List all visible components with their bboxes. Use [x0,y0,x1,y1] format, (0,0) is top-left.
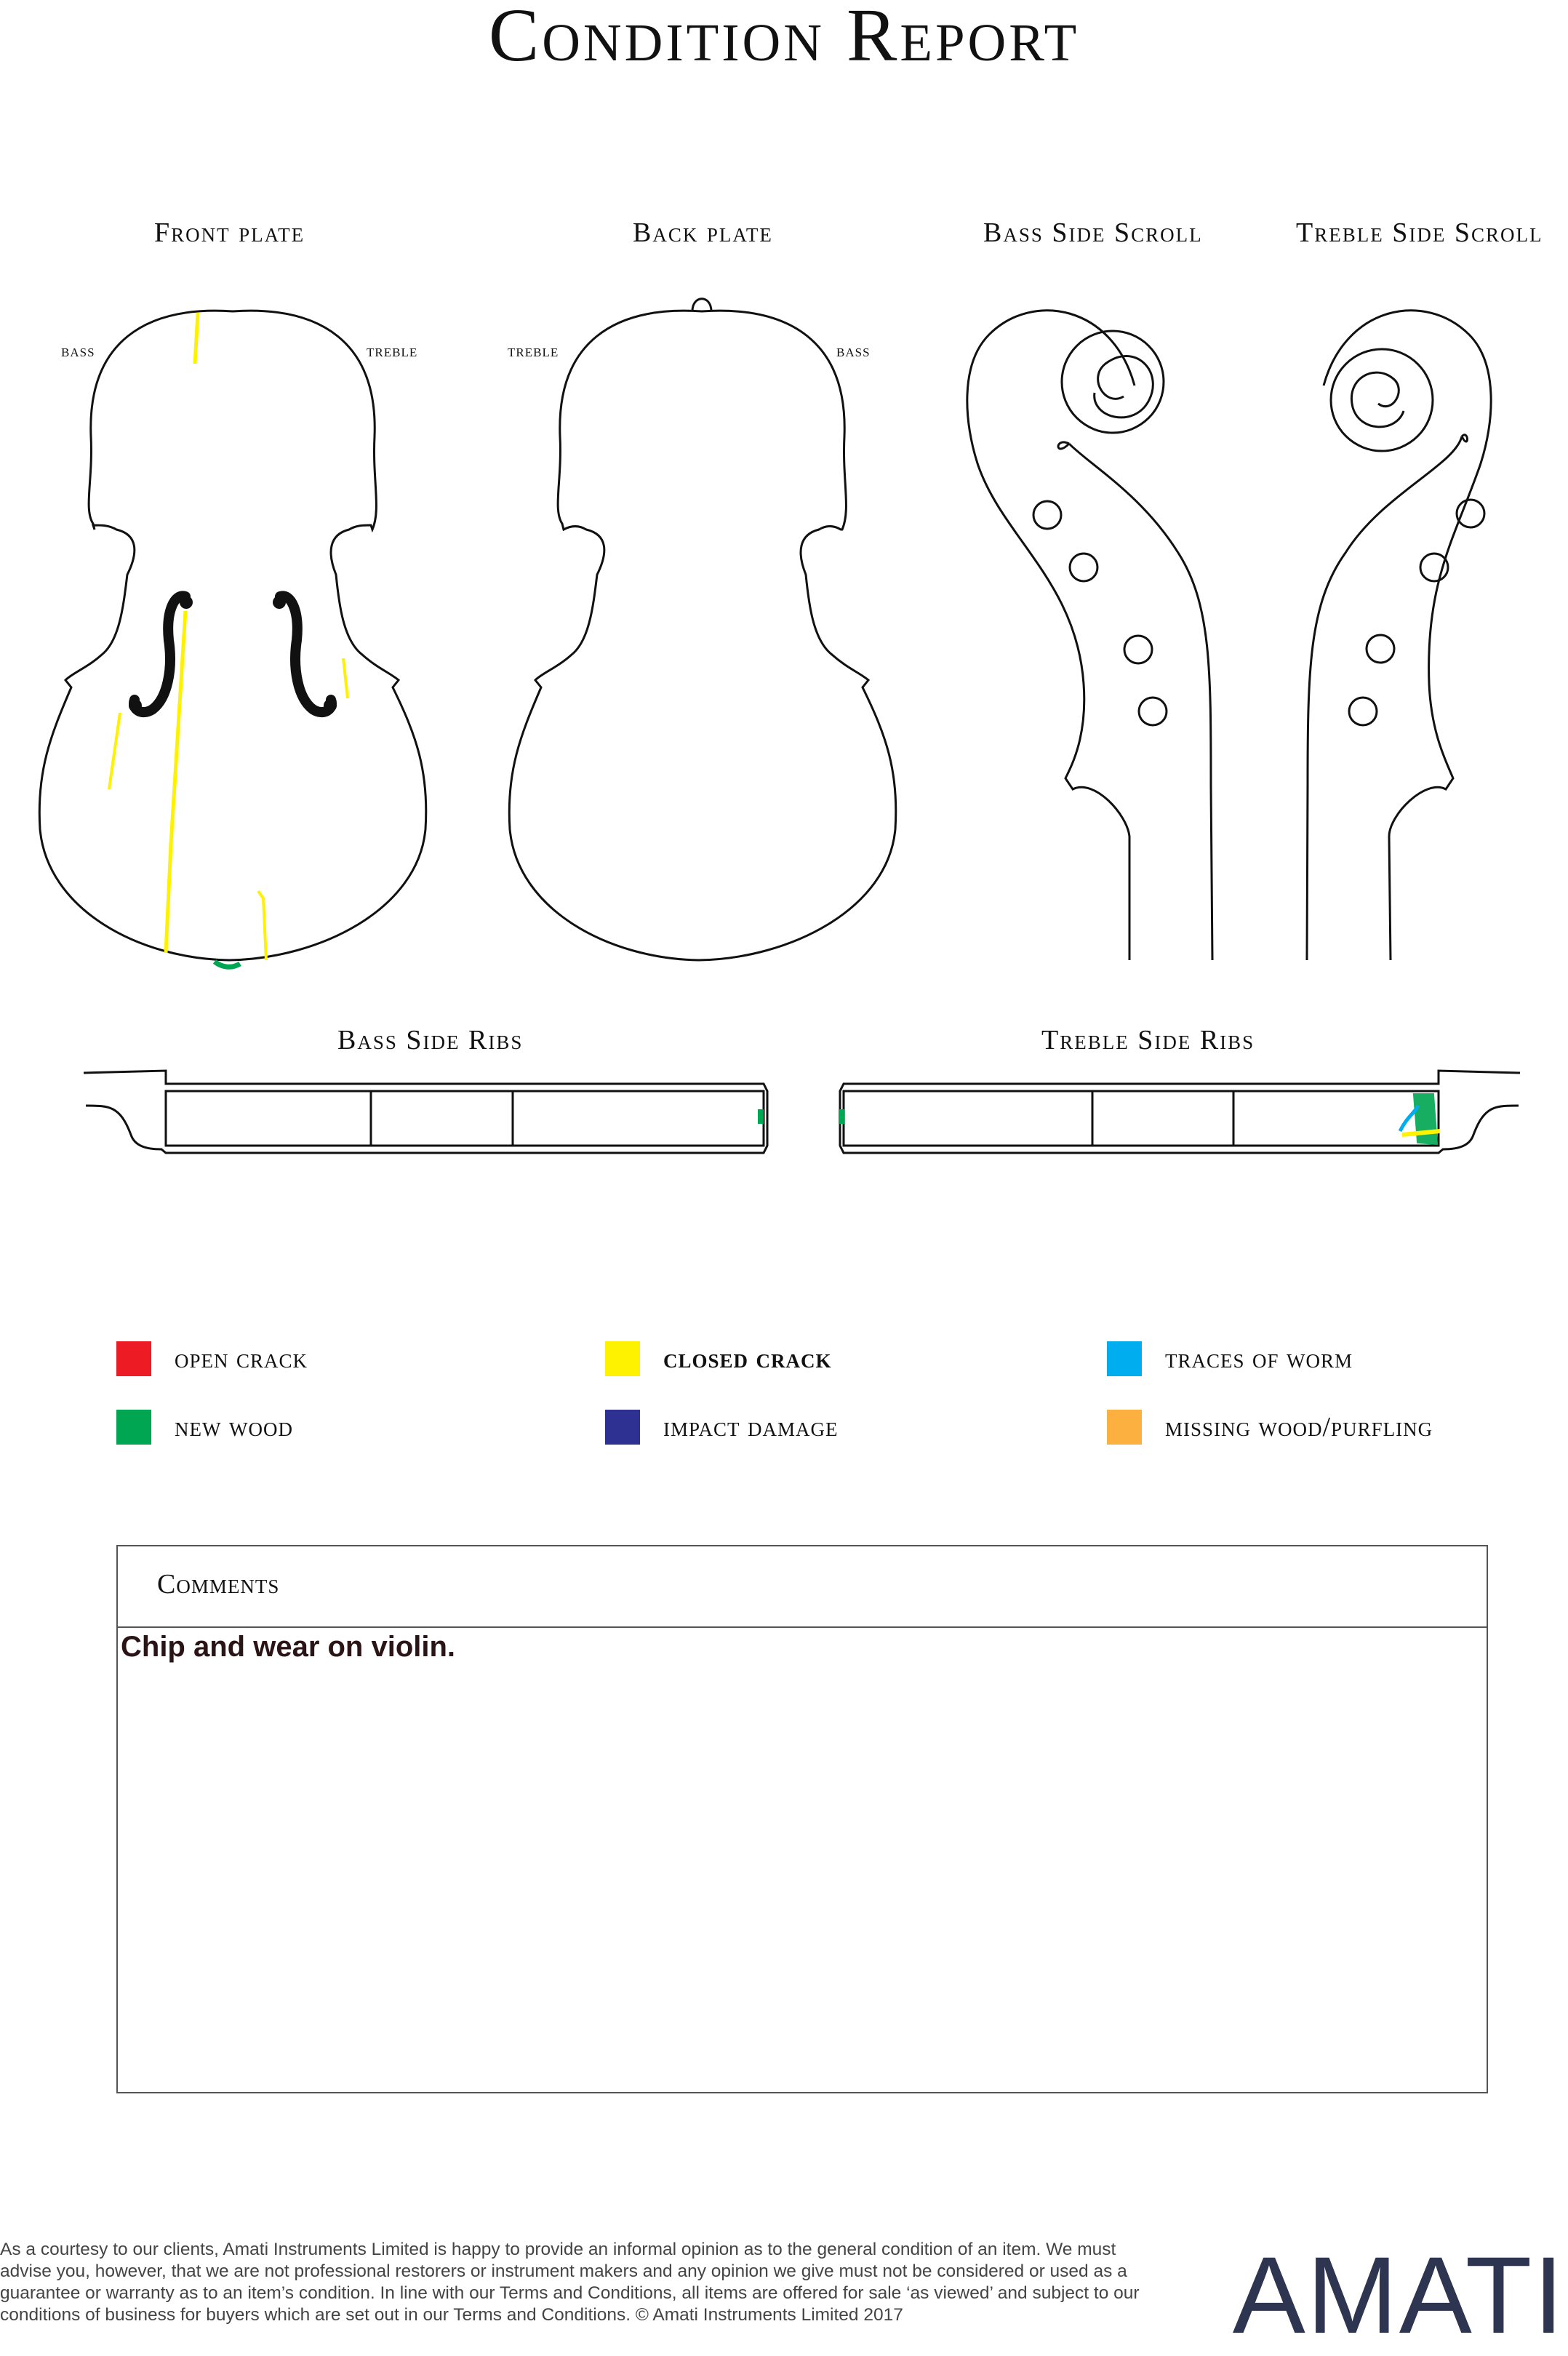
front-plate-outline [39,311,426,960]
brand-logo: AMATI [1232,2234,1565,2356]
legend-label: traces of worm [1165,1343,1353,1374]
open-crack-swatch [116,1341,151,1376]
front-treble-label: treble [367,342,418,361]
treble-scroll-drawing [1307,311,1491,960]
comments-text: Chip and wear on violin. [121,1631,456,1663]
bass-scroll-drawing [967,311,1212,960]
legend-label: new wood [175,1412,293,1442]
comments-label: Comments [157,1569,280,1600]
closed-crack-swatch [605,1341,640,1376]
legend-open-crack [116,1341,308,1377]
closed-crack-mark [109,713,120,789]
new-wood-mark [215,962,240,967]
legend-label: open crack [175,1343,308,1374]
legend-label: closed crack [663,1343,832,1374]
bass-ribs-drawing [84,1071,767,1153]
page-title: Condition Report [488,0,1080,77]
bass-side-ribs-label: Bass Side Ribs [337,1025,524,1055]
back-treble-label: treble [508,342,559,361]
back-plate-button [692,299,711,311]
new-wood-swatch [116,1410,151,1445]
treble-side-ribs-label: Treble Side Ribs [1041,1025,1255,1055]
missing-wood-swatch [1107,1410,1142,1445]
front-f-hole-left [134,596,185,712]
disclaimer-text: As a courtesy to our clients, Amati Instruments Limited is happy to provide an informal opinion as to the general condition of an item. We must advise you, however, that we are not professional restorers or instrument makers and any opinion we give must not be considered or used as a guarantee or warranty as to an item’s condition. In line with our Terms and Conditions, all items are offered for sale ‘as viewed’ and subject to our conditions of business for buyers which are set out in our Terms and Conditions. © Amati Instruments Limited 2017 [0,2240,1140,2325]
front-f-hole-right [280,596,332,712]
back-plate-outline [509,311,896,960]
legend-label: impact damage [663,1412,839,1442]
treble-ribs-drawing [840,1071,1520,1153]
legend-closed-crack [605,1341,832,1377]
legend-label: missing wood/purfling [1165,1412,1433,1442]
bass-side-scroll-label: Bass Side Scroll [983,217,1203,248]
back-plate-label: Back plate [633,217,773,248]
traces-of-worm-swatch [1107,1341,1142,1376]
closed-crack-mark [258,891,266,960]
front-plate-label: Front plate [154,217,305,248]
treble-side-scroll-label: Treble Side Scroll [1296,217,1543,248]
closed-crack-mark [343,658,348,698]
legend-missing-wood [1107,1409,1433,1445]
comments-header [118,1546,1487,1628]
legend-traces-of-worm [1107,1341,1353,1377]
closed-crack-mark [195,313,198,364]
front-bass-label: bass [61,342,95,361]
impact-damage-swatch [605,1410,640,1445]
legend-new-wood [116,1409,293,1445]
comments-box [116,1545,1488,2093]
back-bass-label: bass [836,342,871,361]
legend-impact-damage [605,1409,839,1445]
